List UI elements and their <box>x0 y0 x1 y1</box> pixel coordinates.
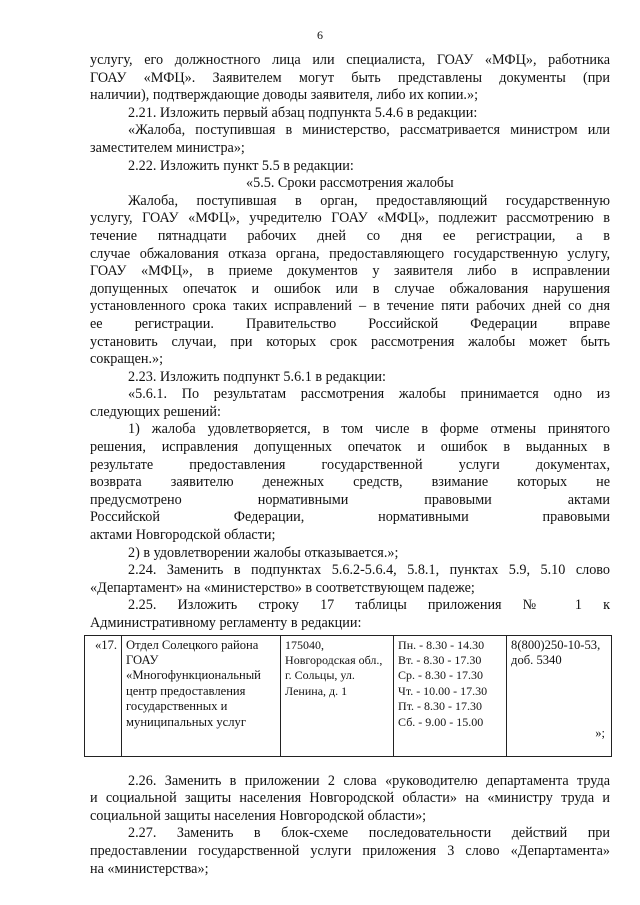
text-line: и социальной защиты населения Новгородской области» на «министру труда и <box>90 790 610 807</box>
text-line: ГОАУ «МФЦ». Заявителем могут быть представлены документы (при <box>90 69 610 86</box>
text-line: «5.6.1. По результатам рассмотрения жалобы принимается одно из <box>128 386 610 403</box>
text-line: Российской Федерации, нормативными правовыми <box>90 509 610 526</box>
text-line: решения, исправления допущенных опечаток и ошибок в выданных в <box>90 439 610 456</box>
text-line: случае обжалования отказа органа, предоставляющего государственную услугу, <box>90 245 610 262</box>
text-line: следующих решений: <box>90 403 221 420</box>
text-line: 2.22. Изложить пункт 5.5 в редакции: <box>128 157 354 174</box>
text-line: услугу, ГОАУ «МФЦ», учредителю ГОАУ «МФЦ», подлежит рассмотрению в <box>90 210 610 227</box>
phone-cell <box>507 635 612 756</box>
text-line: на «министерства»; <box>90 860 209 877</box>
cell-line: центр предоставления <box>126 683 246 698</box>
text-line: 1) жалоба удовлетворяется, в том числе в форме отмены принятого <box>128 421 610 438</box>
cell-line: 175040, <box>285 637 325 652</box>
cell-line: 8(800)250-10-53, <box>511 637 601 652</box>
cell-line: ГОАУ <box>126 653 159 667</box>
text-line: 2.24. Заменить в подпунктах 5.6.2-5.6.4, 5.8.1, пунктах 5.9, 5.10 слово <box>128 562 610 579</box>
text-line: течение пятнадцати рабочих дней со дня ее регистрации, а в <box>90 227 610 244</box>
text-line: 2.21. Изложить первый абзац подпункта 5.4.6 в редакции: <box>128 104 478 121</box>
hours-cell <box>394 635 507 756</box>
text-line: предусмотрено нормативными правовыми актами <box>90 491 610 508</box>
cell-line: Ленина, д. 1 <box>285 683 348 698</box>
text-line: предоставлении государственной услуги приложения 3 слово «Департамента» <box>90 842 610 859</box>
text-line: «Жалоба, поступившая в министерство, рассматривается министром или <box>128 122 610 139</box>
text-line: заместителем министра»; <box>90 139 245 156</box>
text-line: социальной защиты населения Новгородской области»; <box>90 807 427 824</box>
text-line: возврата заявителю денежных средств, взимание которых не <box>90 474 610 491</box>
cell-line: доб. 5340 <box>511 653 562 667</box>
cell-line: «Многофункциональный <box>126 668 261 683</box>
text-line: наличии), подтверждающие доводы заявителя, либо их копии.»; <box>90 87 479 104</box>
text-line: Жалоба, поступившая в орган, предоставляющий государственную <box>128 192 610 209</box>
text-line: 2.25. Изложить строку 17 таблицы приложения № 1 к <box>128 597 610 614</box>
cell-line: Сб. - 9.00 - 15.00 <box>398 714 484 729</box>
text-line: 2.23. Изложить подпункт 5.6.1 в редакции: <box>128 368 386 385</box>
address-cell <box>281 635 394 756</box>
text-line: 2.27. Заменить в блок-схеме последовательности действий при <box>128 825 610 842</box>
cell-line: муниципальных услуг <box>126 714 247 729</box>
text-line: Административному регламенту в редакции: <box>90 615 362 631</box>
text-line: «Департамент» на «министерство» в соответствующем падеже; <box>90 579 475 596</box>
office-name-cell <box>122 635 281 756</box>
cell-line: Отдел Солецкого района <box>126 637 259 652</box>
regulation-table <box>84 635 612 757</box>
text-line: услугу, его должностного лица или специалиста, ГОАУ «МФЦ», работника <box>90 52 610 68</box>
cell-line: Вт. - 8.30 - 17.30 <box>398 653 482 667</box>
text-line: результате предоставления государственной услуги документах, <box>90 456 610 473</box>
cell-line: Чт. - 10.00 - 17.30 <box>398 683 488 698</box>
cell-line: Пт. - 8.30 - 17.30 <box>398 699 483 714</box>
cell-line: Новгородская обл., <box>285 653 383 667</box>
cell-line: государственных и <box>126 699 228 714</box>
row-number-cell: «17. <box>85 635 122 756</box>
text-line: 2) в удовлетворении жалобы отказывается.»; <box>128 544 399 561</box>
text-line: установленного срока таких исправлений – в течение пяти рабочих дней со дня <box>90 298 610 315</box>
cell-line: Ср. - 8.30 - 17.30 <box>398 668 484 683</box>
document-body <box>90 52 610 878</box>
cell-line: Пн. - 8.30 - 14.30 <box>398 637 485 652</box>
table-row <box>85 635 612 756</box>
text-line: ГОАУ «МФЦ», в приеме документов у заявителя либо в исправлении <box>90 263 610 280</box>
closing-quote: »; <box>595 726 605 741</box>
text-line: актами Новгородской области; <box>90 527 276 544</box>
text-line: ее регистрации. Правительство Российской Федерации вправе <box>90 315 610 332</box>
text-line: допущенных опечаток и ошибок или в случае обжалования нарушения <box>90 280 610 297</box>
section-heading: «5.5. Сроки рассмотрения жалобы <box>246 175 454 192</box>
text-line: сокращен.»; <box>90 351 164 368</box>
text-line: установить случаи, при которых срок рассмотрения жалобы может быть <box>90 333 610 350</box>
cell-line: г. Сольцы, ул. <box>285 668 355 683</box>
page-number: 6 <box>317 28 323 42</box>
text-line: 2.26. Заменить в приложении 2 слова «руководителю департамента труда <box>128 772 610 789</box>
